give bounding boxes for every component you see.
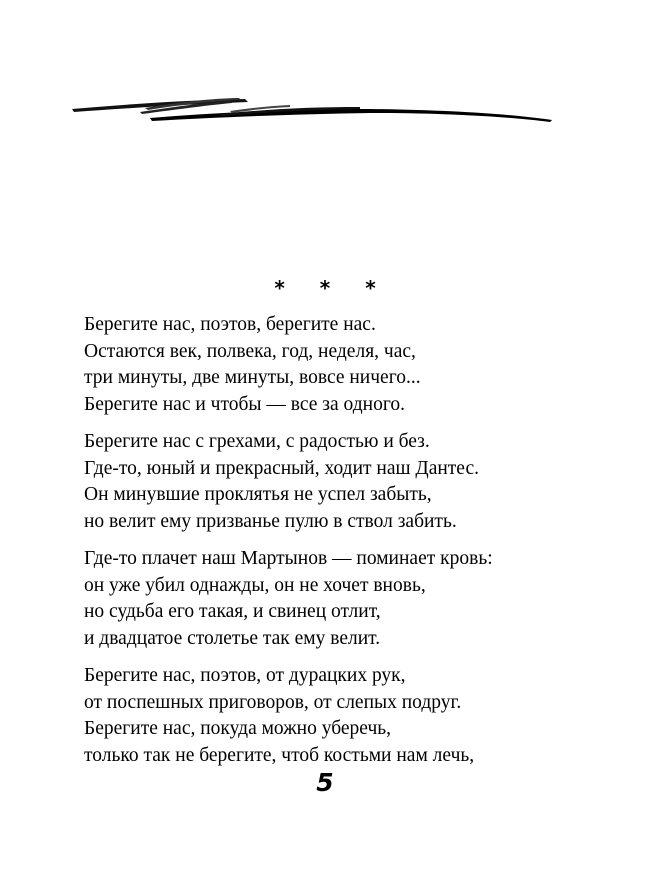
- poem-line: от поспешных приговоров, от слепых подруг.: [84, 691, 462, 713]
- poem-line: Берегите нас, покуда можно уберечь,: [84, 718, 392, 739]
- poem-line: Остаются век, полвека, год, неделя, час,: [84, 340, 416, 362]
- page-number: 5: [316, 768, 334, 797]
- poem-line: Где-то плачет наш Мартынов — поминает кровь:: [84, 548, 493, 569]
- section-ornament: * * *: [274, 276, 390, 300]
- brush-stroke-divider: [70, 90, 555, 130]
- stanza: [84, 429, 604, 535]
- poem-line: Берегите нас с грехами, с радостью и без.: [84, 431, 430, 452]
- stanza: [84, 546, 604, 652]
- poem-body: [84, 312, 604, 780]
- poem-line: но судьба его такая, и свинец отлит,: [84, 601, 381, 622]
- stanza: [84, 663, 604, 769]
- poem-line: Где-то, юный и прекрасный, ходит наш Дантес.: [84, 457, 479, 479]
- poem-line: он уже убил однажды, он не хочет вновь,: [84, 574, 426, 596]
- poem-line: Он минувшие проклятья не успел забыть,: [84, 484, 432, 505]
- poem-line: и двадцатое столетье так ему велит.: [84, 627, 381, 649]
- poem-line: Берегите нас, поэтов, берегите нас.: [84, 314, 376, 335]
- stanza: [84, 312, 604, 418]
- poem-line: но велит ему призванье пулю в ствол забить.: [84, 510, 457, 532]
- poem-line: три минуты, две минуты, вовсе ничего...: [84, 367, 421, 388]
- poem-line: Берегите нас, поэтов, от дурацких рук,: [84, 665, 406, 686]
- poem-line: Берегите нас и чтобы — все за одного.: [84, 393, 405, 415]
- poem-line: только так не берегите, чтоб костьми нам лечь,: [84, 744, 475, 766]
